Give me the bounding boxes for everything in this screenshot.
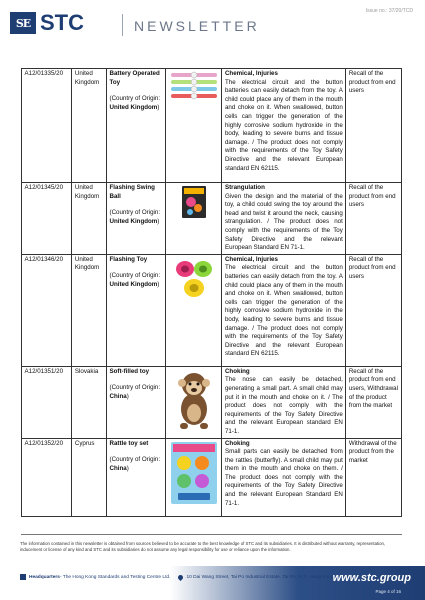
origin: (Country of Origin: United Kingdom) [109,95,161,111]
table-row [22,183,402,255]
risk-type: Chemical, Injuries [224,70,278,77]
recall-table [21,68,402,517]
product-image [165,366,222,438]
product-cell [107,254,166,366]
table-row [22,438,402,516]
headquarters-info [20,574,334,580]
ref-cell: A12/01335/20 [22,69,72,183]
origin: (Country of Origin: China) [109,384,161,400]
risk-cell [222,366,346,438]
hq-name: - The Hong Kong Standards and Testing Centre Ltd. [59,574,171,580]
website-link[interactable]: www.stc.group [332,572,411,584]
risk-type: Choking [224,439,250,447]
page-header [0,0,425,58]
origin: (Country of Origin: United Kingdom) [109,209,161,225]
table-row [22,254,402,366]
measures-cell: Recall of the product from end users [346,254,402,366]
risk-type: Chemical, Injuries [224,255,278,263]
risk-cell [222,69,346,183]
flashing-toys-icon [172,257,216,301]
toy-bracelets-icon [169,71,219,101]
product-name: Battery Operated Toy [109,70,160,86]
origin: (Country of Origin: China) [109,456,161,472]
measures-cell: Withdrawal of the product from the market [346,438,402,516]
stc-logo [10,10,84,36]
country-cell: Slovakia [72,366,107,438]
country-cell: United Kingdom [72,69,107,183]
ref-cell: A12/01351/20 [22,366,72,438]
building-icon [20,574,26,580]
country-cell: United Kingdom [72,254,107,366]
risk-description: The electrical circuit and the button batteries can easily detach from the toy. A child could place any of them in the mouth and choke on it. When swallowed, button cells can trigger the generation of the highly corrosive sodium hydroxide in the body, leading to severe burns and tissue damage. / The product does not comply with the requirements of the Toy Safety Directive and the relevant European standard EN 62115. [224,264,343,358]
measures-cell: Recall of the product from end users [346,183,402,255]
table-row [22,366,402,438]
newsletter-title: NEWSLETTER [134,18,260,34]
product-image [165,438,222,516]
product-name: Flashing Swing Ball [109,184,155,200]
ref-cell: A12/01352/20 [22,438,72,516]
risk-cell [222,254,346,366]
location-pin-icon [177,573,184,580]
rattle-set-package-icon [170,441,218,505]
measures-cell: Recall of the product from end users [346,69,402,183]
footer-divider [21,534,402,535]
product-name: Soft-filled toy [109,367,150,375]
risk-description: The electrical circuit and the button batteries can easily detach from the toy. A child could place any of them in the mouth and choke on it. When swallowed, button cells can trigger the generation of the highly corrosive sodium hydroxide in the body, leading to severe burns and tissue damage. / The product does not comply with the requirements of the Toy Safety Directive and the relevant European standard EN 62115. [224,78,343,172]
product-cell [107,438,166,516]
ref-cell: A12/01346/20 [22,254,72,366]
disclaimer: The information contained in this newsletter is obtained from sources believed to be accurate to the best knowledge of STC and its subsidiaries. It is distributed without warranty, representation, inducement or license of any kind and STC and its subsidiaries do not assume any legal responsibility for use or reliance upon the information. [20,541,386,552]
monkey-plush-icon [174,369,214,431]
table-row [22,69,402,183]
hq-address: 10 Dai Wang Street, Tai Po Industrial Estate, Tai Po, N.T., Hong Kong [186,574,334,580]
risk-cell [222,183,346,255]
page-number: Page 4 of 16 [375,589,401,594]
ref-cell: A12/01345/20 [22,183,72,255]
origin: (Country of Origin: United Kingdom) [109,272,161,288]
logo-text: STC [40,10,84,35]
product-image [165,69,222,183]
risk-description: The nose can easily be detached, generating a small part. A small child may put it in the mouth and choke on it. / The product does not comply with the requirements of the Toy Safety Directive and the relevant European standard EN 71-1. [224,376,343,435]
product-image [165,183,222,255]
product-name: Rattle toy set [109,439,149,447]
logo-mark: SE [10,12,36,34]
product-cell [107,69,166,183]
risk-type: Strangulation [224,184,265,191]
risk-description: Small parts can easily be detached from the rattles (butterfly). A small child may put them in the mouth and choke on them. / The product does not comply with the requirements of the Toy Safety Directive and the relevant European Standard EN 71-1. [224,448,343,507]
product-cell [107,183,166,255]
country-cell: United Kingdom [72,183,107,255]
issue-number: Issue no.: 37/20/TCD [365,8,413,14]
hq-label: Headquarters [29,574,60,580]
risk-cell [222,438,346,516]
country-cell: Cyprus [72,438,107,516]
swing-ball-package-icon [181,185,207,219]
product-name: Flashing Toy [109,255,148,263]
product-image [165,254,222,366]
measures-cell: Recall of the product from end users, Withdrawal of the product from the market [346,366,402,438]
header-divider [122,14,123,36]
product-cell [107,366,166,438]
risk-description: Given the design and the material of the toy, a child could swing the toy around the head and twist it around the neck, causing strangulation. / The product does not comply with the requirements of the Toy Safety Directive and the relevant European Standard EN 71-1. [224,192,343,252]
risk-type: Choking [224,367,250,375]
